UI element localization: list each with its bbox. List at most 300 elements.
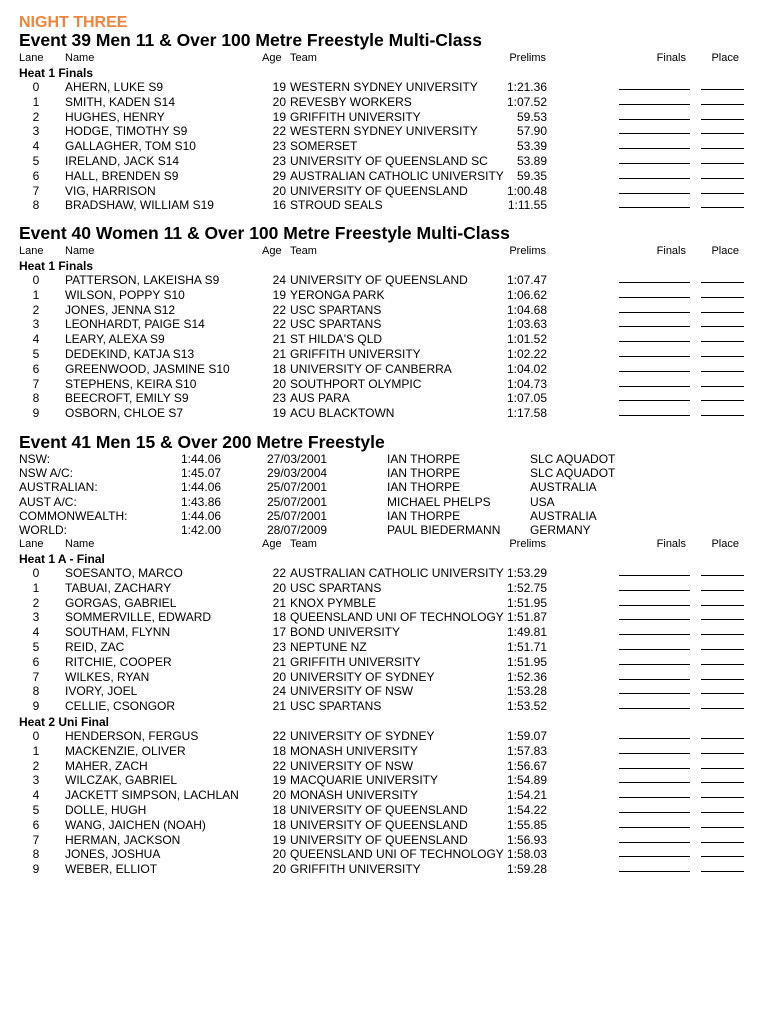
place-blank[interactable] — [701, 95, 744, 105]
record-cell: IAN THORPE — [387, 480, 461, 495]
swimmer-age: 20 — [272, 376, 286, 391]
place-blank[interactable] — [701, 317, 744, 327]
swimmer-age: 22 — [272, 566, 286, 580]
column-header — [0, 52, 770, 65]
record-cell: 27/03/2001 — [267, 452, 328, 466]
place-blank[interactable] — [701, 80, 744, 90]
place-blank[interactable] — [701, 759, 744, 769]
prelim-time: 59.35 — [516, 168, 547, 183]
header-place: Place — [711, 538, 739, 550]
swimmer-name: MACKENZIE, OLIVER — [65, 743, 186, 758]
team-name: UNIVERSITY OF SYDNEY — [290, 729, 435, 743]
place-blank[interactable] — [701, 729, 744, 739]
swimmer-age: 24 — [272, 684, 286, 699]
swimmer-name: SOESANTO, MARCO — [65, 566, 183, 580]
lane-number: 2 — [32, 595, 40, 610]
place-blank[interactable] — [701, 566, 744, 576]
lane-number: 2 — [32, 109, 40, 124]
swimmer-name: HENDERSON, FERGUS — [65, 729, 199, 743]
result-row — [0, 744, 770, 759]
lane-number: 8 — [32, 198, 40, 213]
swimmer-age: 20 — [272, 580, 286, 595]
finals-blank[interactable] — [619, 655, 690, 665]
swimmer-age: 20 — [272, 847, 286, 862]
finals-blank[interactable] — [619, 625, 690, 635]
event-title: Event 41 Men 15 & Over 200 Metre Freestyle — [19, 432, 385, 452]
team-name: USC SPARTANS — [290, 580, 382, 595]
swimmer-age: 19 — [272, 109, 286, 124]
place-blank[interactable] — [701, 610, 744, 620]
team-name: USC SPARTANS — [290, 317, 382, 332]
swimmer-name: PATTERSON, LAKEISHA S9 — [65, 273, 220, 287]
swimmer-name: OSBORN, CHLOE S7 — [65, 406, 184, 421]
prelim-time: 1:53.29 — [506, 566, 547, 580]
swimmer-name: HERMAN, JACKSON — [65, 832, 181, 847]
prelim-time: 1:57.83 — [506, 743, 547, 758]
record-row — [0, 480, 770, 494]
team-name: AUS PARA — [290, 391, 350, 406]
team-name: WESTERN SYDNEY UNIVERSITY — [290, 124, 478, 139]
place-blank[interactable] — [701, 788, 744, 798]
header-name: Name — [65, 245, 95, 257]
result-row — [0, 317, 770, 332]
team-name: ST HILDA'S QLD — [290, 332, 383, 347]
finals-blank[interactable] — [619, 139, 690, 149]
heat-label: Heat 1 A - Final — [19, 552, 105, 566]
swimmer-name: DEDEKIND, KATJA S13 — [65, 347, 195, 361]
finals-blank[interactable] — [619, 198, 690, 208]
swimmer-name: TABUAI, ZACHARY — [65, 580, 172, 595]
swimmer-age: 22 — [272, 317, 286, 332]
result-row — [0, 610, 770, 625]
place-blank[interactable] — [701, 596, 744, 606]
team-name: USC SPARTANS — [290, 302, 382, 317]
prelim-time: 1:54.21 — [506, 788, 547, 803]
record-cell: 1:44.06 — [181, 508, 222, 523]
result-row — [0, 684, 770, 699]
finals-blank[interactable] — [619, 124, 690, 134]
lane-number: 0 — [32, 729, 40, 743]
place-blank[interactable] — [701, 139, 744, 149]
record-row — [0, 523, 770, 537]
place-blank[interactable] — [701, 833, 744, 843]
prelim-time: 1:56.67 — [506, 758, 547, 773]
finals-blank[interactable] — [619, 362, 690, 372]
team-name: GRIFFITH UNIVERSITY — [290, 109, 421, 124]
swimmer-name: SOUTHAM, FLYNN — [65, 625, 171, 640]
finals-blank[interactable] — [619, 803, 690, 813]
lane-number: 5 — [32, 154, 40, 168]
place-blank[interactable] — [701, 847, 744, 857]
record-cell: 29/03/2004 — [267, 466, 328, 481]
header-prelims: Prelims — [509, 52, 546, 64]
swimmer-age: 21 — [272, 332, 286, 347]
place-blank[interactable] — [701, 818, 744, 828]
place-blank[interactable] — [701, 744, 744, 754]
header-age: Age — [262, 538, 282, 550]
lane-number: 3 — [32, 610, 40, 625]
header-place: Place — [711, 52, 739, 64]
lane-number: 4 — [32, 332, 40, 347]
team-name: MONASH UNIVERSITY — [290, 743, 419, 758]
swimmer-age: 19 — [272, 80, 286, 94]
swimmer-name: IVORY, JOEL — [65, 684, 138, 699]
prelim-time: 1:53.52 — [506, 699, 547, 714]
place-blank[interactable] — [701, 773, 744, 783]
header-team: Team — [290, 245, 317, 257]
lane-number: 1 — [32, 580, 40, 595]
finals-blank[interactable] — [619, 684, 690, 694]
prelim-time: 1:51.95 — [506, 654, 547, 669]
finals-blank[interactable] — [619, 95, 690, 105]
finals-blank[interactable] — [619, 566, 690, 576]
lane-number: 8 — [32, 847, 40, 862]
record-cell: 25/07/2001 — [267, 494, 328, 509]
record-cell: IAN THORPE — [387, 508, 461, 523]
finals-blank[interactable] — [619, 110, 690, 120]
prelim-time: 1:52.36 — [506, 669, 547, 684]
swimmer-name: GALLAGHER, TOM S10 — [65, 139, 196, 154]
finals-blank[interactable] — [619, 670, 690, 680]
swimmer-age: 23 — [272, 139, 286, 154]
prelim-time: 1:58.03 — [506, 847, 547, 862]
record-row — [0, 452, 770, 466]
finals-blank[interactable] — [619, 391, 690, 401]
result-row — [0, 699, 770, 714]
record-cell: AUSTRALIA — [530, 480, 597, 495]
header-team: Team — [290, 538, 317, 550]
swimmer-age: 17 — [272, 625, 286, 640]
result-row — [0, 803, 770, 818]
result-row — [0, 640, 770, 655]
header-prelims: Prelims — [509, 538, 546, 550]
swimmer-age: 21 — [272, 654, 286, 669]
place-blank[interactable] — [701, 655, 744, 665]
swimmer-age: 20 — [272, 862, 286, 877]
finals-blank[interactable] — [619, 773, 690, 783]
lane-number: 7 — [32, 669, 40, 684]
lane-number: 9 — [32, 862, 40, 877]
finals-blank[interactable] — [619, 80, 690, 90]
prelim-time: 1:51.95 — [506, 595, 547, 610]
lane-number: 0 — [32, 273, 40, 287]
result-row — [0, 833, 770, 848]
finals-blank[interactable] — [619, 862, 690, 872]
prelim-time: 53.39 — [516, 139, 547, 154]
prelim-time: 1:53.28 — [506, 684, 547, 699]
prelim-time: 1:03.63 — [506, 317, 547, 332]
result-row — [0, 332, 770, 347]
header-lane: Lane — [19, 538, 44, 550]
result-row — [0, 154, 770, 169]
lane-number: 8 — [32, 391, 40, 406]
team-name: UNIVERSITY OF QUEENSLAND SC — [290, 154, 488, 168]
finals-blank[interactable] — [619, 596, 690, 606]
team-name: MACQUARIE UNIVERSITY — [290, 773, 439, 788]
prelim-time: 1:49.81 — [506, 625, 547, 640]
team-name: GRIFFITH UNIVERSITY — [290, 654, 421, 669]
finals-blank[interactable] — [619, 581, 690, 591]
swimmer-name: RITCHIE, COOPER — [65, 654, 172, 669]
record-cell: SLC AQUADOT — [530, 466, 616, 481]
header-age: Age — [262, 245, 282, 257]
swimmer-age: 23 — [272, 154, 286, 168]
place-blank[interactable] — [701, 110, 744, 120]
heat-label: Heat 1 Finals — [19, 66, 94, 80]
place-blank[interactable] — [701, 803, 744, 813]
place-blank[interactable] — [701, 347, 744, 357]
prelim-time: 1:07.47 — [506, 273, 547, 287]
header-place: Place — [711, 245, 739, 257]
lane-number: 6 — [32, 817, 40, 832]
swimmer-age: 18 — [272, 610, 286, 625]
swimmer-name: STEPHENS, KEIRA S10 — [65, 376, 197, 391]
place-blank[interactable] — [701, 184, 744, 194]
team-name: AUSTRALIAN CATHOLIC UNIVERSITY — [290, 566, 504, 580]
swimmer-name: GREENWOOD, JASMINE S10 — [65, 361, 230, 376]
place-blank[interactable] — [701, 640, 744, 650]
swimmer-name: GORGAS, GABRIEL — [65, 595, 177, 610]
lane-number: 7 — [32, 376, 40, 391]
finals-blank[interactable] — [619, 610, 690, 620]
prelim-time: 1:02.22 — [506, 347, 547, 361]
team-name: UNIVERSITY OF NSW — [290, 684, 414, 699]
finals-blank[interactable] — [619, 818, 690, 828]
prelim-time: 53.89 — [516, 154, 547, 168]
result-row — [0, 303, 770, 318]
result-row — [0, 347, 770, 362]
place-blank[interactable] — [701, 124, 744, 134]
swimmer-name: BRADSHAW, WILLIAM S19 — [65, 198, 214, 213]
result-row — [0, 124, 770, 139]
finals-blank[interactable] — [619, 847, 690, 857]
team-name: UNIVERSITY OF NSW — [290, 758, 414, 773]
result-row — [0, 362, 770, 377]
finals-blank[interactable] — [619, 317, 690, 327]
place-blank[interactable] — [701, 332, 744, 342]
team-name: UNIVERSITY OF QUEENSLAND — [290, 817, 468, 832]
swimmer-age: 19 — [272, 773, 286, 788]
record-cell: IAN THORPE — [387, 452, 461, 466]
lane-number: 0 — [32, 80, 40, 94]
swimmer-age: 18 — [272, 743, 286, 758]
swimmer-name: JONES, JENNA S12 — [65, 302, 176, 317]
record-cell: NSW: — [19, 452, 51, 466]
team-name: SOUTHPORT OLYMPIC — [290, 376, 422, 391]
finals-blank[interactable] — [619, 377, 690, 387]
swimmer-age: 18 — [272, 361, 286, 376]
lane-number: 8 — [32, 684, 40, 699]
place-blank[interactable] — [701, 699, 744, 709]
place-blank[interactable] — [701, 862, 744, 872]
place-blank[interactable] — [701, 362, 744, 372]
prelim-time: 1:00.48 — [506, 183, 547, 198]
header-prelims: Prelims — [509, 245, 546, 257]
prelim-time: 1:54.89 — [506, 773, 547, 788]
result-row — [0, 198, 770, 213]
record-cell: 1:44.06 — [181, 452, 222, 466]
finals-blank[interactable] — [619, 788, 690, 798]
place-blank[interactable] — [701, 581, 744, 591]
lane-number: 4 — [32, 788, 40, 803]
finals-blank[interactable] — [619, 288, 690, 298]
swimmer-name: AHERN, LUKE S9 — [65, 80, 164, 94]
swimmer-age: 20 — [272, 183, 286, 198]
header-lane: Lane — [19, 245, 44, 257]
record-cell: COMMONWEALTH: — [19, 508, 128, 523]
place-blank[interactable] — [701, 273, 744, 283]
record-cell: SLC AQUADOT — [530, 452, 616, 466]
swimmer-name: WILKES, RYAN — [65, 669, 150, 684]
swimmer-age: 22 — [272, 302, 286, 317]
team-name: NEPTUNE NZ — [290, 640, 367, 654]
prelim-time: 1:07.05 — [506, 391, 547, 406]
lane-number: 5 — [32, 640, 40, 654]
finals-blank[interactable] — [619, 154, 690, 164]
header-finals: Finals — [656, 538, 686, 550]
lane-number: 4 — [32, 625, 40, 640]
finals-blank[interactable] — [619, 640, 690, 650]
place-blank[interactable] — [701, 625, 744, 635]
swimmer-name: LEONHARDT, PAIGE S14 — [65, 317, 205, 332]
record-cell: AUSTRALIA — [530, 508, 597, 523]
finals-blank[interactable] — [619, 184, 690, 194]
prelim-time: 1:59.28 — [506, 862, 547, 877]
result-row — [0, 759, 770, 774]
prelim-time: 1:56.93 — [506, 832, 547, 847]
swimmer-age: 19 — [272, 832, 286, 847]
result-row — [0, 184, 770, 199]
lane-number: 5 — [32, 347, 40, 361]
place-blank[interactable] — [701, 377, 744, 387]
result-row — [0, 169, 770, 184]
place-blank[interactable] — [701, 406, 744, 416]
record-row — [0, 466, 770, 480]
result-row — [0, 377, 770, 392]
heat-label: Heat 1 Finals — [19, 259, 94, 273]
record-cell: 25/07/2001 — [267, 508, 328, 523]
result-row — [0, 566, 770, 581]
result-row — [0, 862, 770, 877]
prelim-time: 1:21.36 — [506, 80, 547, 94]
swimmer-name: CELLIE, CSONGOR — [65, 699, 176, 714]
swimmer-age: 20 — [272, 788, 286, 803]
prelim-time: 1:07.52 — [506, 94, 547, 109]
header-name: Name — [65, 52, 95, 64]
finals-blank[interactable] — [619, 332, 690, 342]
record-cell: AUST A/C: — [19, 494, 77, 509]
lane-number: 6 — [32, 168, 40, 183]
lane-number: 6 — [32, 361, 40, 376]
result-row — [0, 139, 770, 154]
swimmer-age: 22 — [272, 758, 286, 773]
prelim-time: 1:54.22 — [506, 803, 547, 817]
lane-number: 2 — [32, 302, 40, 317]
place-blank[interactable] — [701, 198, 744, 208]
swimmer-name: VIG, HARRISON — [65, 183, 156, 198]
lane-number: 7 — [32, 832, 40, 847]
finals-blank[interactable] — [619, 833, 690, 843]
event-title: Event 40 Women 11 & Over 100 Metre Freestyle Multi-Class — [19, 223, 510, 243]
swimmer-name: WILSON, POPPY S10 — [65, 287, 185, 302]
record-cell: USA — [530, 494, 555, 509]
swimmer-name: WEBER, ELLIOT — [65, 862, 158, 877]
team-name: WESTERN SYDNEY UNIVERSITY — [290, 80, 478, 94]
swimmer-age: 22 — [272, 124, 286, 139]
record-row — [0, 509, 770, 523]
record-cell: 1:42.00 — [181, 523, 222, 537]
record-cell: 28/07/2009 — [267, 523, 328, 537]
header-team: Team — [290, 52, 317, 64]
record-cell: PAUL BIEDERMANN — [387, 523, 501, 537]
place-blank[interactable] — [701, 684, 744, 694]
lane-number: 3 — [32, 124, 40, 139]
header-finals: Finals — [656, 245, 686, 257]
lane-number: 9 — [32, 406, 40, 421]
record-row — [0, 495, 770, 509]
swimmer-name: JONES, JOSHUA — [65, 847, 161, 862]
finals-blank[interactable] — [619, 406, 690, 416]
prelim-time: 1:11.55 — [507, 198, 547, 213]
team-name: UNIVERSITY OF QUEENSLAND — [290, 803, 468, 817]
result-row — [0, 95, 770, 110]
place-blank[interactable] — [701, 391, 744, 401]
team-name: BOND UNIVERSITY — [290, 625, 401, 640]
finals-blank[interactable] — [619, 699, 690, 709]
result-row — [0, 670, 770, 685]
place-blank[interactable] — [701, 303, 744, 313]
swimmer-age: 18 — [272, 803, 286, 817]
finals-blank[interactable] — [619, 759, 690, 769]
swimmer-age: 19 — [272, 287, 286, 302]
result-row — [0, 847, 770, 862]
lane-number: 6 — [32, 654, 40, 669]
finals-blank[interactable] — [619, 273, 690, 283]
finals-blank[interactable] — [619, 347, 690, 357]
header-finals: Finals — [656, 52, 686, 64]
swimmer-name: REID, ZAC — [65, 640, 125, 654]
lane-number: 7 — [32, 183, 40, 198]
team-name: UNIVERSITY OF QUEENSLAND — [290, 273, 468, 287]
swimmer-age: 23 — [272, 640, 286, 654]
prelim-time: 1:04.73 — [506, 376, 547, 391]
place-blank[interactable] — [701, 288, 744, 298]
team-name: GRIFFITH UNIVERSITY — [290, 862, 421, 877]
result-row — [0, 596, 770, 611]
swimmer-name: SMITH, KADEN S14 — [65, 94, 176, 109]
place-blank[interactable] — [701, 154, 744, 164]
finals-blank[interactable] — [619, 729, 690, 739]
swimmer-name: DOLLE, HUGH — [65, 803, 147, 817]
lane-number: 1 — [32, 287, 40, 302]
finals-blank[interactable] — [619, 303, 690, 313]
lane-number: 3 — [32, 317, 40, 332]
team-name: QUEENSLAND UNI OF TECHNOLOGY — [290, 847, 504, 862]
team-name: UNIVERSITY OF SYDNEY — [290, 669, 435, 684]
swimmer-name: LEARY, ALEXA S9 — [65, 332, 165, 347]
team-name: ACU BLACKTOWN — [290, 406, 395, 421]
finals-blank[interactable] — [619, 744, 690, 754]
column-header — [0, 245, 770, 258]
finals-blank[interactable] — [619, 169, 690, 179]
prelim-time: 1:06.62 — [506, 287, 547, 302]
swimmer-age: 21 — [272, 595, 286, 610]
place-blank[interactable] — [701, 670, 744, 680]
place-blank[interactable] — [701, 169, 744, 179]
result-row — [0, 625, 770, 640]
header-age: Age — [262, 52, 282, 64]
prelim-time: 1:04.68 — [506, 302, 547, 317]
